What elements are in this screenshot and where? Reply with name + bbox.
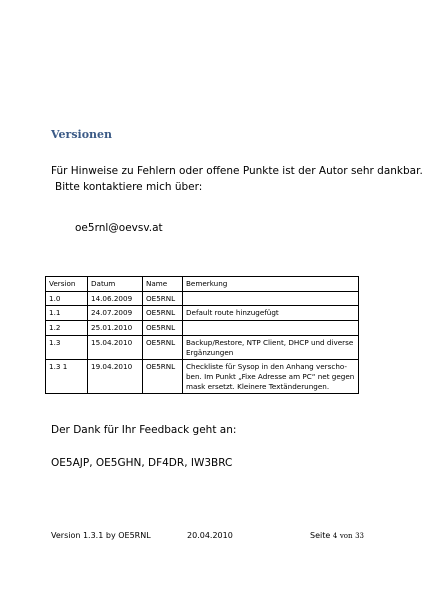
cell-remark: [183, 321, 359, 336]
cell-version: 1.0: [46, 291, 88, 306]
cell-version: 1.2: [46, 321, 88, 336]
cell-name: OE5RNL: [143, 335, 183, 359]
cell-version: 1.3 1: [46, 360, 88, 394]
contact-email: oe5rnl@oevsv.at: [75, 222, 163, 234]
cell-date: 25.01.2010: [88, 321, 143, 336]
cell-version: 1.3: [46, 335, 88, 359]
cell-remark: [183, 291, 359, 306]
footer-page-of: von: [339, 532, 353, 540]
cell-version: 1.1: [46, 306, 88, 321]
cell-date: 14.06.2009: [88, 291, 143, 306]
thanks-text: Der Dank für Ihr Feedback geht an:: [51, 424, 237, 436]
cell-remark: Backup/Restore, NTP Client, DHCP und diverse Ergänzungen: [183, 335, 359, 359]
cell-name: OE5RNL: [143, 306, 183, 321]
table-header-row: [46, 277, 359, 292]
footer-date: 20.04.2010: [187, 531, 233, 540]
footer-page: [310, 531, 364, 540]
header-date: Datum: [88, 277, 143, 292]
footer-page-total: 33: [355, 532, 364, 540]
contact-prompt: Bitte kontaktiere mich über:: [55, 181, 203, 193]
header-name: Name: [143, 277, 183, 292]
footer-page-label: Seite: [310, 531, 331, 540]
header-version: Version: [46, 277, 88, 292]
cell-name: OE5RNL: [143, 321, 183, 336]
cell-name: OE5RNL: [143, 291, 183, 306]
cell-name: OE5RNL: [143, 360, 183, 394]
table-row: [46, 306, 359, 321]
cell-date: 15.04.2010: [88, 335, 143, 359]
table-row: [46, 321, 359, 336]
footer-page-number: 4: [332, 532, 338, 540]
cell-remark: Checkliste für Sysop in den Anhang verscho-ben. Im Punkt „Fixe Adresse am PC“ net gegen mask ersetzt. Kleinere Textänderungen.: [183, 360, 359, 394]
cell-remark: Default route hinzugefügt: [183, 306, 359, 321]
thanks-names: OE5AJP, OE5GHN, DF4DR, IW3BRC: [51, 457, 233, 469]
header-remark: Bemerkung: [183, 277, 359, 292]
version-table: [45, 276, 359, 394]
cell-date: 19.04.2010: [88, 360, 143, 394]
table-row: [46, 360, 359, 394]
cell-date: 24.07.2009: [88, 306, 143, 321]
table-row: [46, 291, 359, 306]
section-heading: Versionen: [51, 128, 113, 141]
table-row: [46, 335, 359, 359]
intro-text: Für Hinweise zu Fehlern oder offene Punkte ist der Autor sehr dankbar.: [51, 165, 423, 177]
footer-version: Version 1.3.1 by OE5RNL: [51, 531, 151, 540]
